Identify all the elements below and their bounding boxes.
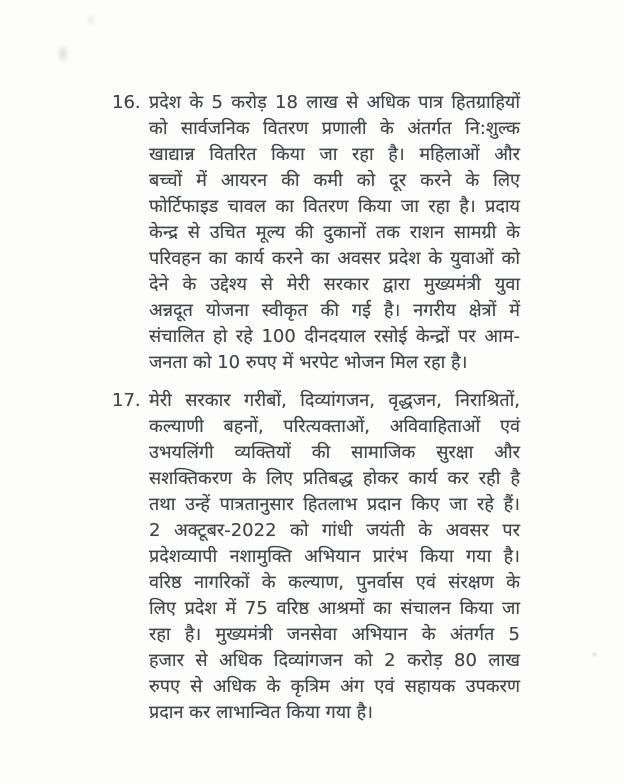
- text-line: फोर्टिफाइड चावल का वितरण किया जा रहा है। प्रदाय: [149, 196, 520, 217]
- text-line: संचालित हो रहे 100 दीनदयाल रसोई केन्द्रों पर आम-: [149, 326, 520, 347]
- text-line: सशक्तिकरण के लिए प्रतिबद्ध होकर कार्य कर रही है: [149, 468, 520, 489]
- text-line: जनता को 10 रुपए में भरपेट भोजन मिल रहा है।: [149, 352, 468, 373]
- scan-artifact: [54, 40, 72, 68]
- text-line: हजार से अधिक दिव्यांगजन को 2 करोड़ 80 लाख: [149, 650, 520, 671]
- text-line: वरिष्ठ नागरिकों के कल्याण, पुनर्वास एवं संरक्षण के: [149, 572, 520, 593]
- scan-artifact: [590, 651, 599, 658]
- text-line: तथा उन्हें पात्रतानुसार हितलाभ प्रदान किए जा रहे हैं।: [149, 494, 520, 515]
- text-line: केन्द्र से उचित मूल्य की दुकानों तक राशन सामग्री के: [149, 222, 520, 243]
- numbered-paragraph: [112, 388, 520, 726]
- scan-artifact: [84, 12, 98, 28]
- text-line: प्रदेश के 5 करोड़ 18 लाख से अधिक पात्र हितग्राहियों: [149, 92, 520, 113]
- text-line: उभयलिंगी व्यक्तियों की सामाजिक सुरक्षा और: [149, 442, 520, 463]
- text-line: 2 अक्टूबर-2022 को गांधी जयंती के अवसर पर: [149, 520, 520, 541]
- text-line: खाद्यान्न वितरित किया जा रहा है। महिलाओं और: [149, 144, 520, 165]
- text-line: परिवहन का कार्य करने का अवसर प्रदेश के युवाओं को: [149, 248, 520, 269]
- paragraph-text: [149, 90, 520, 376]
- text-line: लिए प्रदेश में 75 वरिष्ठ आश्रमों का संचालन किया जा: [149, 598, 520, 619]
- text-line: कल्याणी बहनों, परित्यक्ताओं, अविवाहिताओं एवं: [149, 416, 520, 437]
- text-line: रहा है। मुख्यमंत्री जनसेवा अभियान के अंतर्गत 5: [149, 624, 520, 645]
- text-line: मेरी सरकार गरीबों, दिव्यांगजन, वृद्धजन, निराश्रितों,: [149, 390, 520, 411]
- text-line: प्रदेशव्यापी नशामुक्ति अभियान प्रारंभ किया गया है।: [149, 546, 520, 567]
- numbered-paragraph: [112, 90, 520, 376]
- paragraph-text: [149, 388, 520, 726]
- text-line: बच्चों में आयरन की कमी को दूर करने के लिए: [149, 170, 520, 191]
- text-line: को सार्वजनिक वितरण प्रणाली के अंतर्गत नि:शुल्क: [149, 118, 520, 139]
- text-line: अन्नदूत योजना स्वीकृत की गई है। नगरीय क्षेत्रों में: [149, 300, 520, 321]
- text-line: प्रदान कर लाभान्वित किया गया है।: [149, 702, 373, 723]
- paragraph-number: 17.: [112, 390, 141, 411]
- text-line: रुपए से अधिक के कृत्रिम अंग एवं सहायक उपकरण: [149, 676, 520, 697]
- document-body: [112, 90, 520, 726]
- paragraph-number: 16.: [112, 92, 141, 113]
- text-line: देने के उद्देश्य से मेरी सरकार द्वारा मुख्यमंत्री युवा: [149, 274, 520, 295]
